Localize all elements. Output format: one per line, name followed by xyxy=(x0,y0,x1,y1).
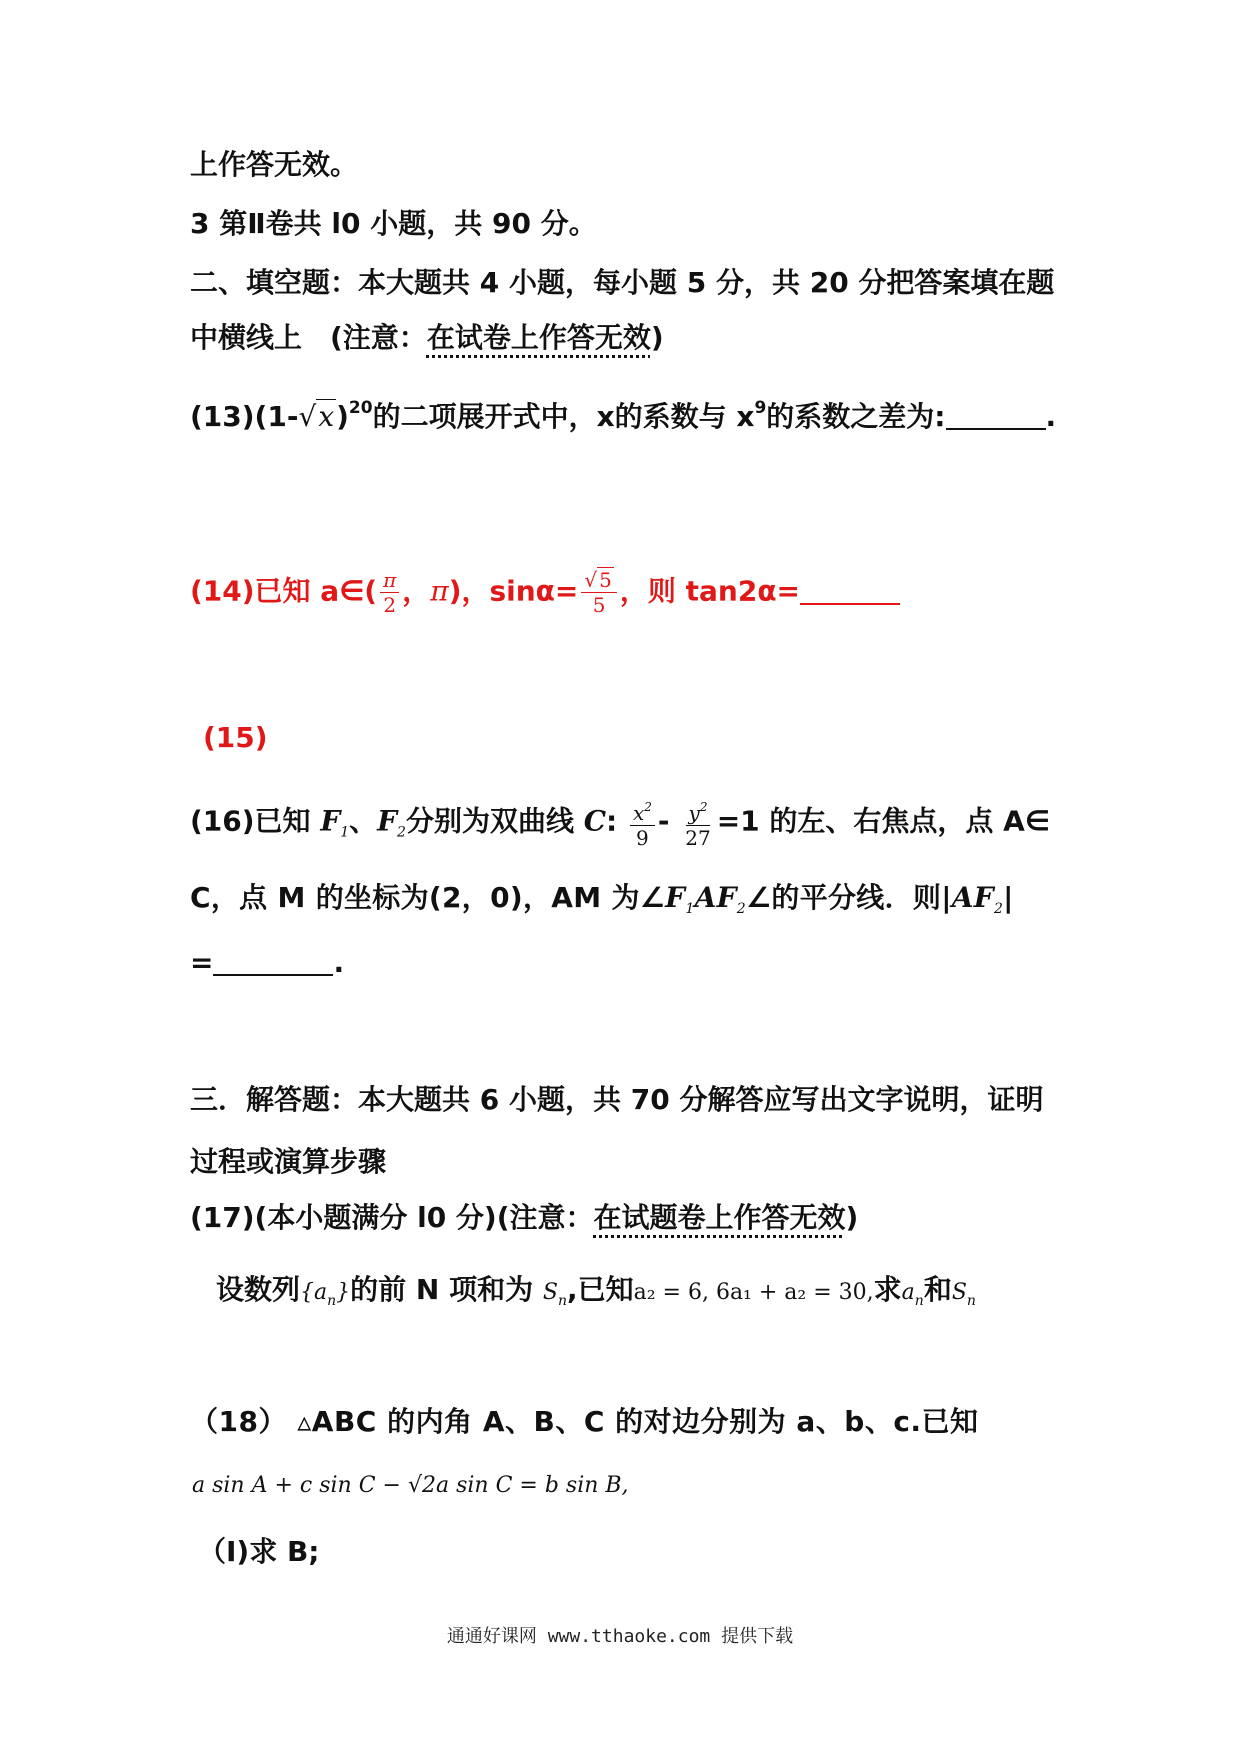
fraction-sqrt5-over-5: $\frac{√ 5}{5}$ xyxy=(581,568,616,617)
emphasis-note: 在试题卷上作答无效 xyxy=(593,1201,846,1234)
question-13: $(13)(1-√x)^{20}$的二项展开式中，x的系数与 $x^9$的系数之差为: . xyxy=(190,398,1057,433)
answer-blank-13 xyxy=(946,402,1046,430)
line-1: 上作答无效。 xyxy=(190,148,359,181)
question-18-part-1: （Ⅰ)求 B; xyxy=(198,1535,320,1568)
question-16: (16)已知 $F_1$、$F_2$分别为双曲线 C: $\frac{x^2}{9}$ - $\frac{y^2}{27}$ =1 的左、右焦点，点 A∈ xyxy=(190,795,1050,851)
section-3-heading: 三．解答题：本大题共 6 小题，共 70 分解答应写出文字说明，证明 xyxy=(190,1083,1044,1116)
question-17-body: 设数列$\{a_n\}$的前 N 项和为 $S_n$,已知a₂ = 6, 6a₁ + a₂ = 30,求$a_n$和$S_n$ xyxy=(216,1273,976,1309)
section-2-heading: 二、填空题：本大题共 4 小题，每小题 5 分，共 20 分把答案填在题 xyxy=(190,266,1055,299)
line-2: 3 第Ⅱ卷共 l0 小题，共 90 分。 xyxy=(190,207,597,240)
section-2-note: 中横线上 (注意：在试卷上作答无效) xyxy=(190,321,664,354)
question-18-formula: a sin A + c sin C − √2a sin C = b sin B, xyxy=(192,1473,629,1498)
question-14: (14)已知 a∈( $\frac{\pi}{2}$ ，π)，sinα= $\frac{√ 5}{5}$ ，则 tan2α= xyxy=(190,568,900,617)
question-18-heading: （18） ▵ABC 的内角 A、B、C 的对边分别为 a、b、c.已知 xyxy=(190,1405,979,1438)
emphasis-note: 在试卷上作答无效 xyxy=(426,321,651,354)
answer-blank-16 xyxy=(213,948,333,976)
fraction-x2-over-9: $\frac{x^2}{9}$ xyxy=(630,795,655,850)
question-15: (15) xyxy=(203,721,268,754)
answer-blank-14 xyxy=(800,577,900,605)
fraction-pi-over-2: $\frac{\pi}{2}$ xyxy=(380,568,399,617)
fraction-y2-over-27: $\frac{y^2}{27}$ xyxy=(682,795,713,850)
condition-formula: a₂ = 6, 6a₁ + a₂ = 30, xyxy=(633,1280,874,1305)
question-17-heading: (17)(本小题满分 l0 分)(注意：在试题卷上作答无效) xyxy=(190,1201,859,1234)
footer-credit: 通通好课网 www.tthaoke.com 提供下载 xyxy=(446,1626,794,1647)
section-3-heading-cont: 过程或演算步骤 xyxy=(190,1145,387,1178)
question-16-line-3: = . xyxy=(190,946,345,979)
question-16-line-2: C，点 M 的坐标为(2，0)，AM 为$\angle F_1AF_2\angle$的平分线．则$|AF_2|$ xyxy=(190,881,1014,917)
sqrt-x: √x xyxy=(298,400,335,433)
